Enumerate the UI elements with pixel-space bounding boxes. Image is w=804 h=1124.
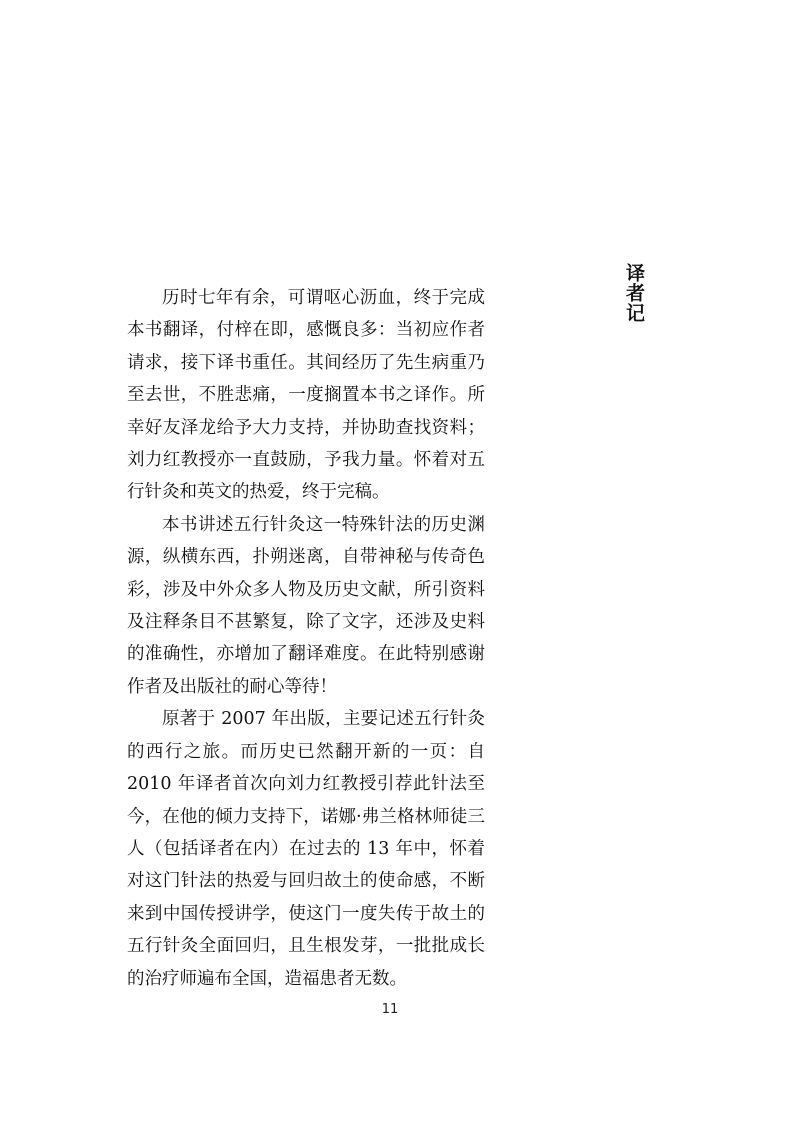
- page-number: 11: [381, 1002, 399, 1017]
- paragraph-1: 历时七年有余，可谓呕心沥血，终于完成本书翻译，付梓在即，感慨良多：当初应作者请求，接下译书重任。其间经历了先生病重乃至去世，不胜悲痛，一度搁置本书之译作。所幸好友泽龙给予大力支持，并协助查找资料；刘力红教授亦一直鼓励，予我力量。怀着对五行针灸和英文的热爱，终于完稿。: [127, 288, 485, 503]
- body-text: [127, 282, 485, 995]
- section-title-vertical: 译者记: [623, 263, 645, 323]
- paragraph-3: 原著于 2007 年出版，主要记述五行针灸的西行之旅。而历史已然翻开新的一页：自 2010 年译者首次向刘力红教授引荐此针法至今，在他的倾力支持下，诺娜·弗兰格林师徒三人（包括译者在内）在过去的 13 年中，怀着对这门针法的热爱与回归故土的使命感，不断来到中国传授讲学，使这门一度失传于故土的五行针灸全面回归，且生根发芽，一批批成长的治疗师遍布全国，造福患者无数。: [127, 709, 485, 989]
- paragraph-2: 本书讲述五行针灸这一特殊针法的历史渊源，纵横东西，扑朔迷离，自带神秘与传奇色彩，涉及中外众多人物及历史文献，所引资料及注释条目不甚繁复，除了文字，还涉及史料的准确性，亦增加了翻译难度。在此特别感谢作者及出版社的耐心等待！: [127, 514, 485, 697]
